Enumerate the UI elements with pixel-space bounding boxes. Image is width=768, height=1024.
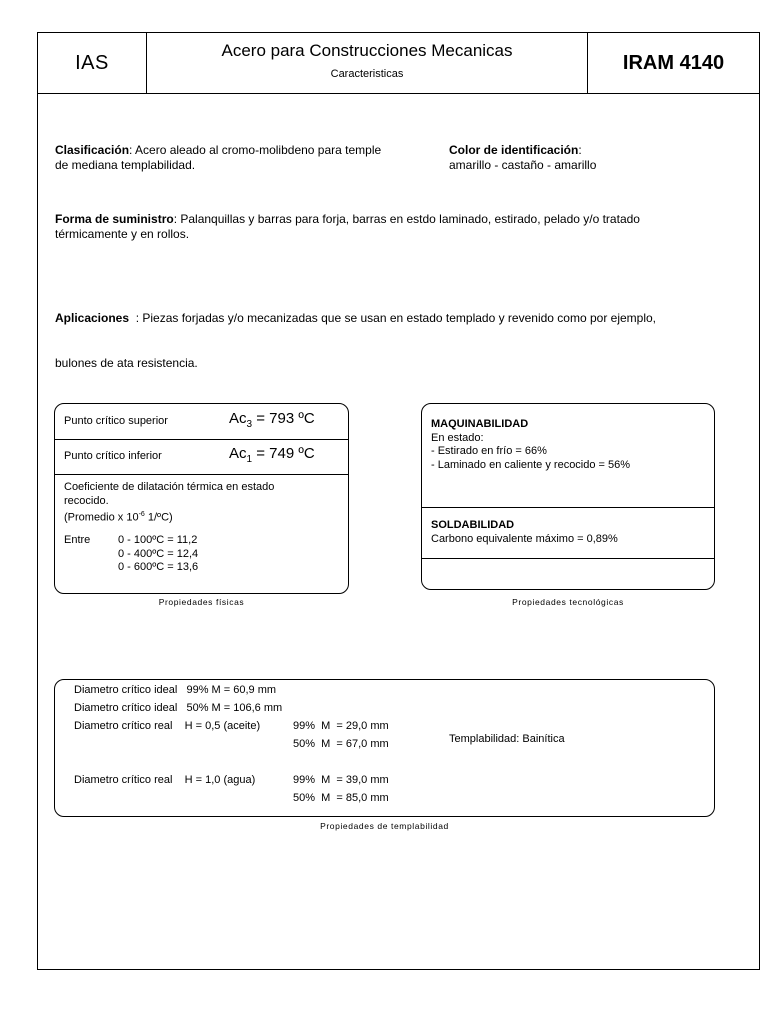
suministro-label: Forma de suministro	[55, 212, 174, 226]
color-section	[449, 143, 749, 173]
thermal-expansion-text	[64, 481, 274, 525]
expansion-ranges	[118, 534, 198, 575]
ac1-subscript: 1	[246, 454, 253, 465]
machinability-line-1: En estado:	[431, 431, 484, 444]
hardenability-box	[54, 679, 715, 817]
thermal-expansion-row	[55, 474, 348, 592]
machinability-text	[431, 418, 630, 472]
clasificacion-text-1: : Acero aleado al cromo-molibdeno para temple	[129, 143, 382, 157]
ac1-symbol: Ac	[229, 445, 247, 462]
ac1-value: = 749 ºC	[252, 445, 315, 462]
ac3-subscript: 3	[246, 419, 253, 430]
machinability-title: MAQUINABILIDAD	[431, 418, 529, 430]
upper-critical-value	[229, 410, 315, 430]
suministro-text-2: térmicamente y en rollos.	[55, 227, 190, 241]
lower-critical-row	[55, 439, 348, 474]
clasificacion-text-2: de mediana templabilidad.	[55, 158, 196, 172]
header-title-cell	[147, 33, 587, 93]
coef-line-1: Coeficiente de dilatación térmica en estado	[64, 481, 275, 493]
clasificacion-section	[55, 143, 435, 173]
color-label: Color de identificación	[449, 143, 579, 157]
entre-label: Entre	[64, 534, 91, 546]
machinability-line-2: - Estirado en frío = 66%	[431, 445, 547, 457]
aplicaciones-section	[55, 281, 745, 386]
coef-line-3	[64, 508, 274, 525]
document-subtitle: Caracteristicas	[330, 68, 404, 80]
color-value: amarillo - castaño - amarillo	[449, 158, 597, 172]
weldability-line-1: Carbono equivalente máximo = 0,89%	[431, 532, 618, 545]
ideal-diameter-50: Diametro crítico ideal 50% M = 106,6 mm	[74, 702, 283, 714]
weldability-section	[422, 507, 714, 558]
ac3-value: = 793 ºC	[252, 410, 315, 427]
hardenability-type: Templabilidad: Bainítica	[449, 733, 565, 745]
machinability-line-3: - Laminado en caliente y recocido = 56%	[431, 458, 631, 471]
upper-critical-row	[55, 404, 348, 439]
aplicaciones-text-2: bulones de ata resistencia.	[55, 356, 198, 370]
color-sep: :	[578, 143, 582, 157]
suministro-text-1: : Palanquillas y barras para forja, barras en estdo laminado, estirado, pelado y/o tratado	[173, 212, 640, 226]
weldability-text	[431, 519, 618, 546]
clasificacion-label: Clasificación	[55, 143, 130, 157]
ac3-symbol: Ac	[229, 410, 247, 427]
lower-critical-label: Punto crítico inferior	[64, 450, 162, 462]
real-water-99: 99% M = 39,0 mm	[293, 774, 389, 786]
upper-critical-label: Punto crítico superior	[64, 415, 168, 427]
coef-prefix: (Promedio x 10	[64, 511, 139, 524]
coef-exponent: -6	[138, 511, 145, 518]
physical-properties-box	[54, 403, 349, 594]
physical-properties-caption: Propiedades físicas	[158, 597, 245, 607]
suministro-section	[55, 212, 735, 242]
coef-suffix: 1/ºC)	[144, 511, 173, 524]
empty-row	[422, 558, 714, 588]
range-100: 0 - 100ºC = 11,2	[118, 534, 198, 546]
company-logo: IAS	[38, 33, 147, 93]
ideal-diameter-99: Diametro crítico ideal 99% M = 60,9 mm	[74, 684, 277, 696]
real-diameter-oil-label: Diametro crítico real H = 0,5 (aceite)	[74, 720, 261, 732]
real-oil-99: 99% M = 29,0 mm	[293, 720, 389, 732]
standard-code: IRAM 4140	[587, 33, 759, 93]
hardenability-caption: Propiedades de templabilidad	[320, 821, 449, 831]
coef-line-2: recocido.	[64, 494, 109, 507]
aplicaciones-text-1: : Piezas forjadas y/o mecanizadas que se usan en estado templado y revenido como por ejemplo,	[129, 311, 656, 325]
real-oil-50: 50% M = 67,0 mm	[293, 738, 389, 750]
technological-properties-box	[421, 403, 715, 590]
technological-properties-caption: Propiedades tecnológicas	[512, 597, 624, 607]
real-diameter-water-label: Diametro crítico real H = 1,0 (agua)	[74, 774, 256, 786]
range-600: 0 - 600ºC = 13,6	[118, 561, 199, 573]
machinability-section	[422, 404, 714, 507]
weldability-title: SOLDABILIDAD	[431, 519, 515, 531]
range-400: 0 - 400ºC = 12,4	[118, 547, 199, 560]
document-header	[38, 33, 759, 94]
aplicaciones-label: Aplicaciones	[55, 311, 130, 325]
lower-critical-value	[229, 445, 315, 465]
document-title: Acero para Construcciones Mecanicas	[221, 41, 513, 60]
real-water-50: 50% M = 85,0 mm	[293, 792, 389, 804]
